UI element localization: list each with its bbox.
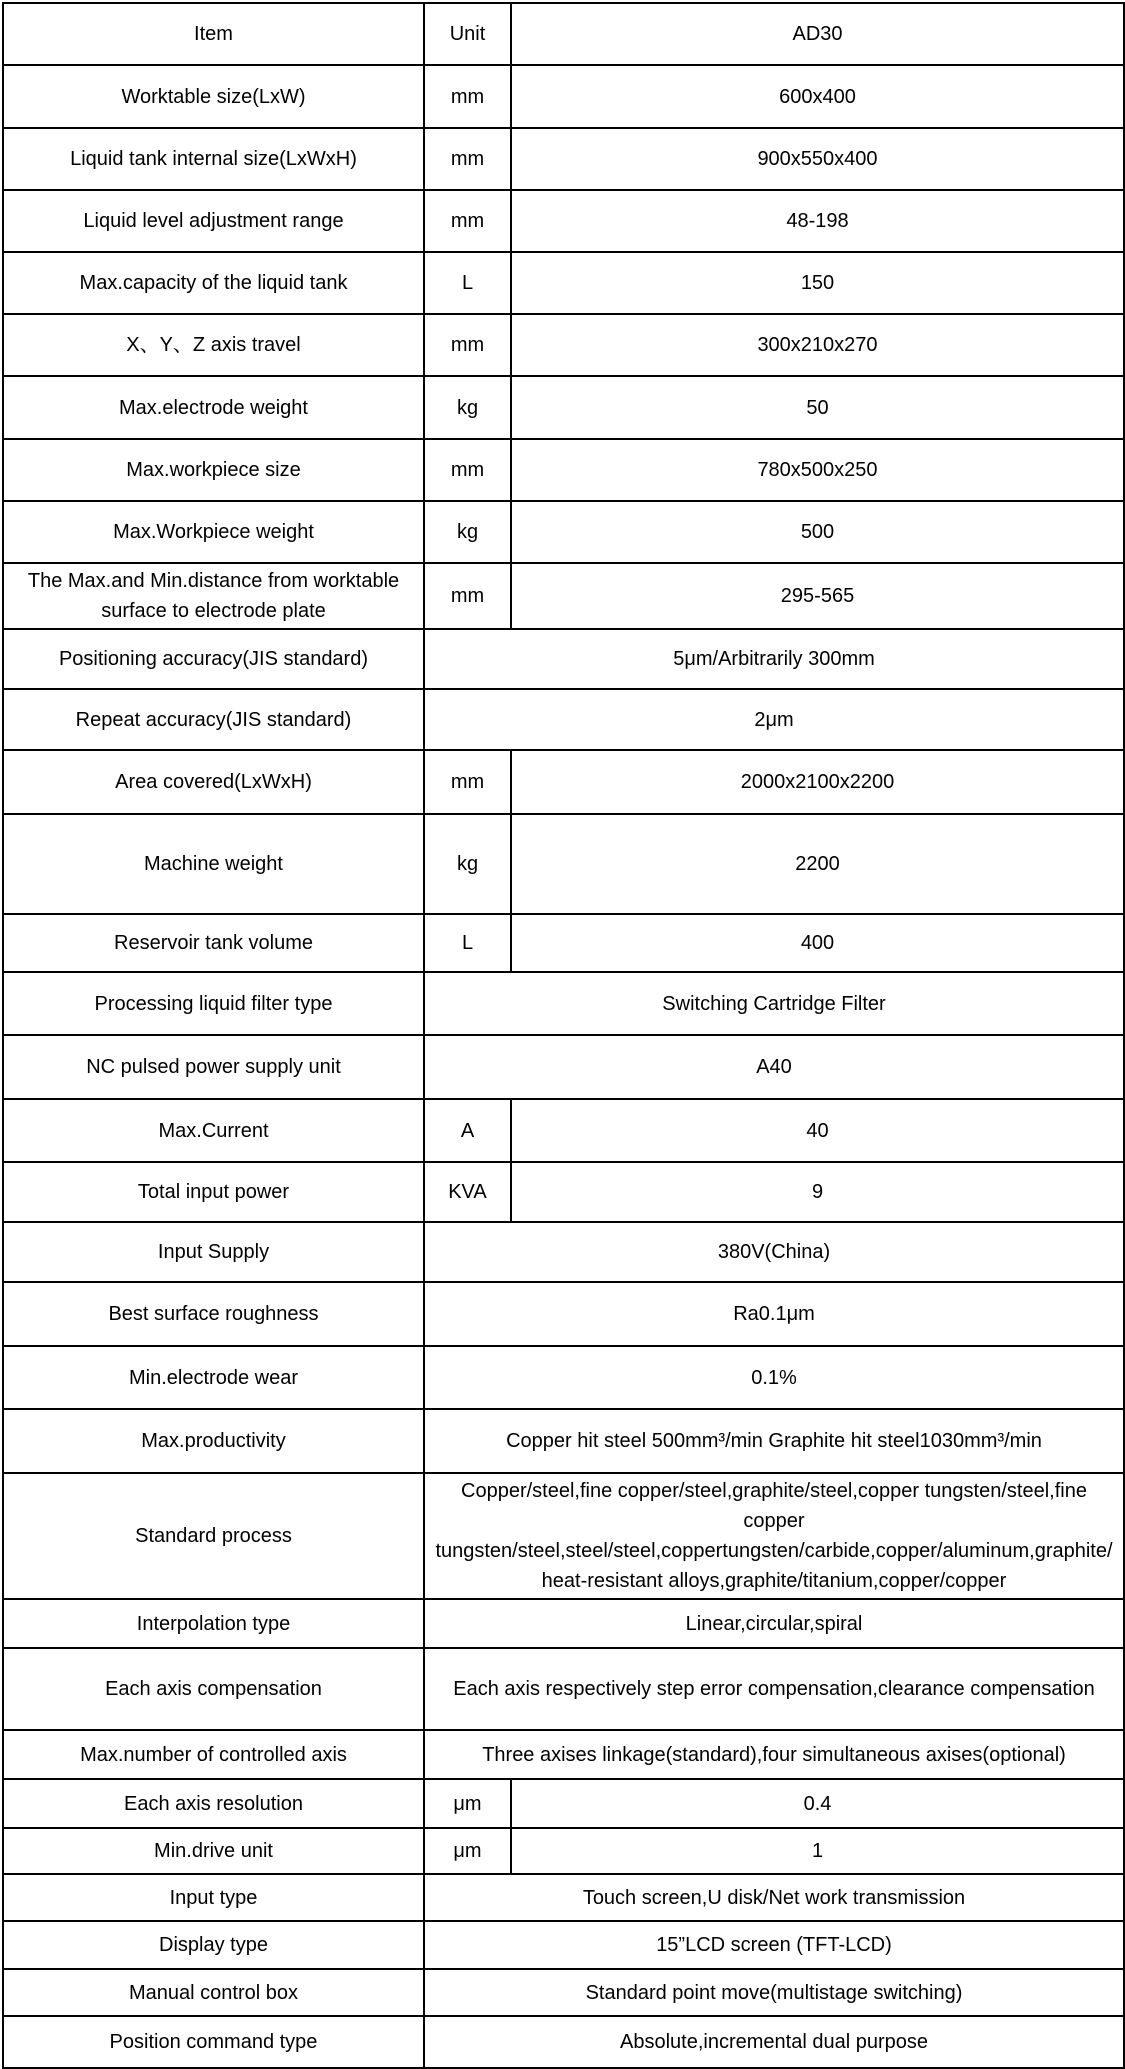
spec-value-cell: Copper/steel,fine copper/steel,graphite/steel,copper tungsten/steel,fine copper tungsten/steel,steel/steel,coppertungsten/carbide,copper/aluminum,graphite/heat-resistant alloys,graphite/titanium,copper/copper bbox=[424, 1473, 1124, 1599]
spec-unit-cell: kg bbox=[424, 501, 511, 563]
table-row bbox=[3, 2016, 1124, 2068]
spec-item-cell: Min.drive unit bbox=[3, 1828, 424, 1874]
spec-item-cell: Input type bbox=[3, 1874, 424, 1921]
spec-item-cell: Liquid level adjustment range bbox=[3, 190, 424, 252]
table-row bbox=[3, 128, 1124, 190]
spec-value-cell: 1 bbox=[511, 1828, 1124, 1874]
spec-unit-cell: kg bbox=[424, 814, 511, 914]
spec-item-cell: Standard process bbox=[3, 1473, 424, 1599]
table-row bbox=[3, 376, 1124, 439]
spec-item-cell: Manual control box bbox=[3, 1969, 424, 2016]
table-row bbox=[3, 814, 1124, 914]
spec-value-cell: Copper hit steel 500mm³/min Graphite hit steel1030mm³/min bbox=[424, 1409, 1124, 1473]
table-row bbox=[3, 1969, 1124, 2016]
table-row bbox=[3, 1828, 1124, 1874]
spec-value-cell: Each axis respectively step error compensation,clearance compensation bbox=[424, 1648, 1124, 1730]
spec-item-cell: NC pulsed power supply unit bbox=[3, 1035, 424, 1099]
spec-value-cell: 900x550x400 bbox=[511, 128, 1124, 190]
column-header-model: AD30 bbox=[511, 3, 1124, 65]
spec-value-cell: 500 bbox=[511, 501, 1124, 563]
spec-value-cell: 48-198 bbox=[511, 190, 1124, 252]
spec-value-cell: 9 bbox=[511, 1162, 1124, 1222]
spec-item-cell: Best surface roughness bbox=[3, 1282, 424, 1346]
spec-item-cell: Each axis compensation bbox=[3, 1648, 424, 1730]
spec-unit-cell: L bbox=[424, 252, 511, 314]
table-row bbox=[3, 501, 1124, 563]
table-row bbox=[3, 972, 1124, 1035]
spec-unit-cell: μm bbox=[424, 1779, 511, 1828]
spec-value-cell: 15”LCD screen (TFT-LCD) bbox=[424, 1921, 1124, 1969]
spec-value-cell: 0.4 bbox=[511, 1779, 1124, 1828]
spec-unit-cell: mm bbox=[424, 439, 511, 501]
spec-value-cell: Three axises linkage(standard),four simultaneous axises(optional) bbox=[424, 1730, 1124, 1779]
spec-value-cell: A40 bbox=[424, 1035, 1124, 1099]
table-row bbox=[3, 1346, 1124, 1409]
table-row bbox=[3, 1162, 1124, 1222]
spec-value-cell: Linear,circular,spiral bbox=[424, 1599, 1124, 1648]
table-header-row bbox=[3, 3, 1124, 65]
spec-item-cell: Machine weight bbox=[3, 814, 424, 914]
spec-value-cell: Touch screen,U disk/Net work transmission bbox=[424, 1874, 1124, 1921]
table-row bbox=[3, 914, 1124, 972]
column-header-item: Item bbox=[3, 3, 424, 65]
table-row bbox=[3, 689, 1124, 750]
spec-value-cell: 600x400 bbox=[511, 65, 1124, 128]
spec-value-cell: Standard point move(multistage switching) bbox=[424, 1969, 1124, 2016]
table-row bbox=[3, 65, 1124, 128]
table-row bbox=[3, 1599, 1124, 1648]
spec-unit-cell: mm bbox=[424, 190, 511, 252]
spec-unit-cell: mm bbox=[424, 314, 511, 376]
spec-item-cell: Area covered(LxWxH) bbox=[3, 750, 424, 814]
spec-unit-cell: mm bbox=[424, 563, 511, 629]
spec-unit-cell: mm bbox=[424, 65, 511, 128]
table-row bbox=[3, 1035, 1124, 1099]
spec-value-cell: 2200 bbox=[511, 814, 1124, 914]
spec-item-cell: Reservoir tank volume bbox=[3, 914, 424, 972]
spec-value-cell: 380V(China) bbox=[424, 1222, 1124, 1282]
spec-value-cell: 295-565 bbox=[511, 563, 1124, 629]
spec-item-cell: Max.electrode weight bbox=[3, 376, 424, 439]
spec-unit-cell: μm bbox=[424, 1828, 511, 1874]
spec-item-cell: Worktable size(LxW) bbox=[3, 65, 424, 128]
table-row bbox=[3, 1648, 1124, 1730]
spec-value-cell: Switching Cartridge Filter bbox=[424, 972, 1124, 1035]
table-row bbox=[3, 1222, 1124, 1282]
spec-item-cell: Processing liquid filter type bbox=[3, 972, 424, 1035]
table-row bbox=[3, 1099, 1124, 1162]
spec-value-cell: 300x210x270 bbox=[511, 314, 1124, 376]
spec-unit-cell: kg bbox=[424, 376, 511, 439]
spec-unit-cell: mm bbox=[424, 128, 511, 190]
spec-unit-cell: KVA bbox=[424, 1162, 511, 1222]
table-row bbox=[3, 1730, 1124, 1779]
table-row bbox=[3, 629, 1124, 689]
spec-value-cell: 150 bbox=[511, 252, 1124, 314]
spec-item-cell: Max.capacity of the liquid tank bbox=[3, 252, 424, 314]
column-header-unit: Unit bbox=[424, 3, 511, 65]
spec-item-cell: Display type bbox=[3, 1921, 424, 1969]
table-row bbox=[3, 252, 1124, 314]
spec-value-cell: 40 bbox=[511, 1099, 1124, 1162]
spec-value-cell: 780x500x250 bbox=[511, 439, 1124, 501]
spec-item-cell: Liquid tank internal size(LxWxH) bbox=[3, 128, 424, 190]
spec-item-cell: X、Y、Z axis travel bbox=[3, 314, 424, 376]
table-row bbox=[3, 1282, 1124, 1346]
table-row bbox=[3, 1779, 1124, 1828]
table-row bbox=[3, 1473, 1124, 1599]
spec-item-cell: The Max.and Min.distance from worktable surface to electrode plate bbox=[3, 563, 424, 629]
spec-unit-cell: L bbox=[424, 914, 511, 972]
table-row bbox=[3, 1921, 1124, 1969]
table-row bbox=[3, 1874, 1124, 1921]
spec-item-cell: Position command type bbox=[3, 2016, 424, 2068]
spec-item-cell: Max.number of controlled axis bbox=[3, 1730, 424, 1779]
table-row bbox=[3, 563, 1124, 629]
spec-value-cell: Ra0.1μm bbox=[424, 1282, 1124, 1346]
spec-value-cell: 2μm bbox=[424, 689, 1124, 750]
spec-item-cell: Interpolation type bbox=[3, 1599, 424, 1648]
spec-value-cell: 50 bbox=[511, 376, 1124, 439]
spec-value-cell: 2000x2100x2200 bbox=[511, 750, 1124, 814]
table-row bbox=[3, 314, 1124, 376]
spec-value-cell: Absolute,incremental dual purpose bbox=[424, 2016, 1124, 2068]
spec-item-cell: Each axis resolution bbox=[3, 1779, 424, 1828]
table-row bbox=[3, 190, 1124, 252]
spec-unit-cell: mm bbox=[424, 750, 511, 814]
table-row bbox=[3, 750, 1124, 814]
spec-item-cell: Max.Workpiece weight bbox=[3, 501, 424, 563]
spec-item-cell: Min.electrode wear bbox=[3, 1346, 424, 1409]
spec-table bbox=[2, 2, 1125, 2069]
spec-value-cell: 0.1% bbox=[424, 1346, 1124, 1409]
spec-unit-cell: A bbox=[424, 1099, 511, 1162]
spec-value-cell: 5μm/Arbitrarily 300mm bbox=[424, 629, 1124, 689]
spec-item-cell: Max.productivity bbox=[3, 1409, 424, 1473]
spec-item-cell: Max.Current bbox=[3, 1099, 424, 1162]
spec-value-cell: 400 bbox=[511, 914, 1124, 972]
spec-item-cell: Max.workpiece size bbox=[3, 439, 424, 501]
table-row bbox=[3, 439, 1124, 501]
spec-item-cell: Repeat accuracy(JIS standard) bbox=[3, 689, 424, 750]
table-row bbox=[3, 1409, 1124, 1473]
spec-item-cell: Total input power bbox=[3, 1162, 424, 1222]
spec-item-cell: Input Supply bbox=[3, 1222, 424, 1282]
spec-item-cell: Positioning accuracy(JIS standard) bbox=[3, 629, 424, 689]
